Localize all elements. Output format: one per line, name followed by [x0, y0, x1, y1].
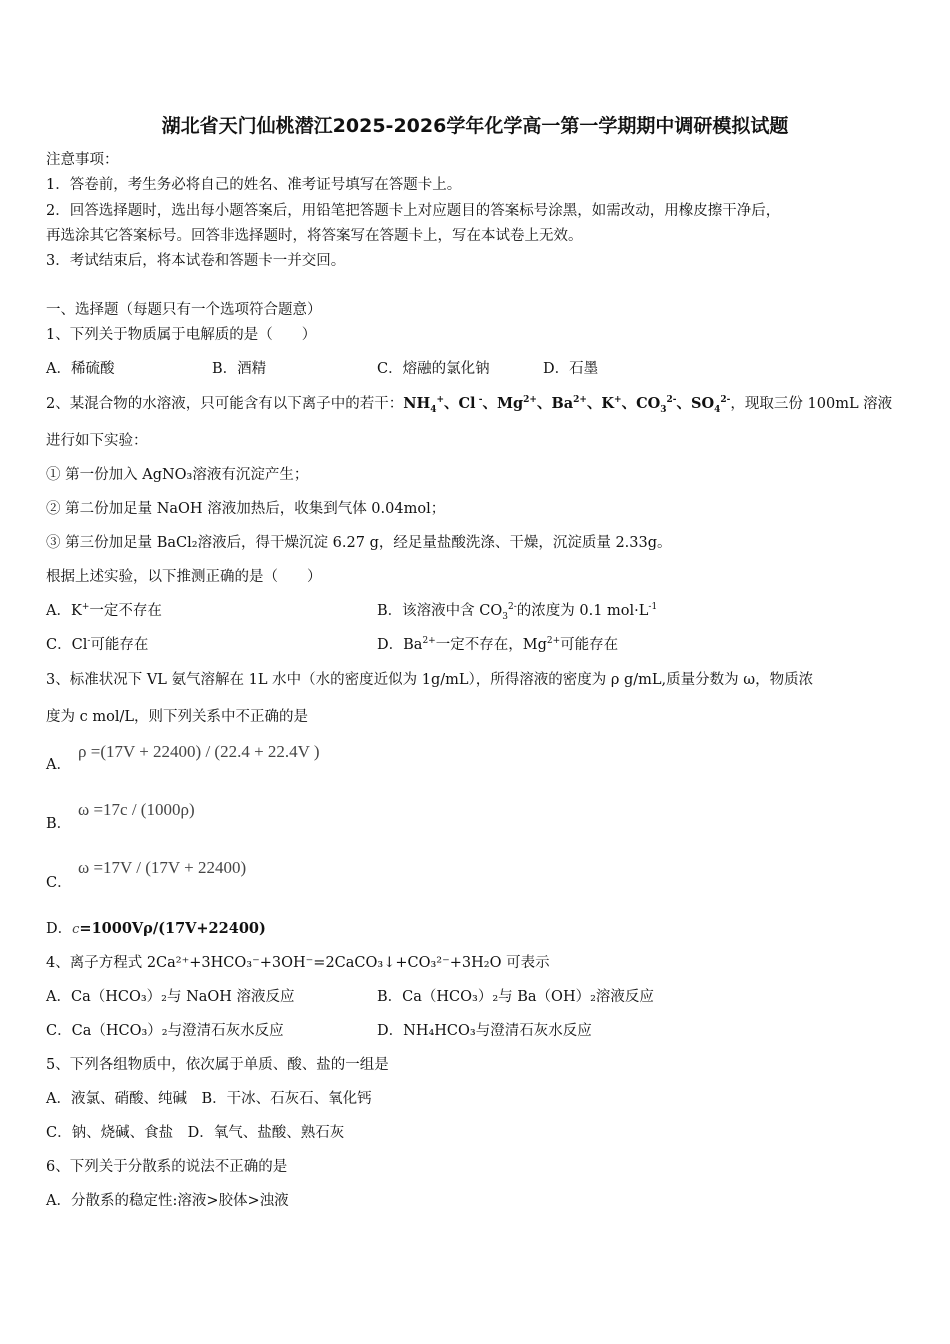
q6-option-a: A．分散系的稳定性:溶液>胶体>浊液: [46, 1193, 289, 1209]
q4-option-a: A．Ca（HCO₃）₂与 NaOH 溶液反应: [46, 989, 295, 1005]
section-heading: 一、选择题（每题只有一个选项符合题意）: [46, 302, 322, 318]
question-6-stem: 6、下列关于分散系的说法不正确的是: [46, 1159, 288, 1175]
q3-option-b: B．: [46, 816, 72, 832]
q1-option-a: A．稀硫酸: [46, 361, 115, 377]
notice-heading: 注意事项：: [46, 152, 119, 168]
q2-stem-continued: 进行如下实验：: [46, 433, 148, 449]
q4-option-c: C．Ca（HCO₃）₂与澄清石灰水反应: [46, 1023, 284, 1039]
question-5-stem: 5、下列各组物质中，依次属于单质、酸、盐的一组是: [46, 1057, 389, 1073]
q2-option-a: A．K+一定不存在: [46, 602, 162, 619]
q2-ask: 根据上述实验，以下推测正确的是（ ）: [46, 569, 322, 585]
q2-stem-prefix: 2、某混合物的水溶液，只可能含有以下离子中的若干：: [46, 396, 404, 412]
q4-option-d: D．NH₄HCO₃与澄清石灰水反应: [377, 1023, 592, 1039]
q2-stem-suffix: ，现取三份 100mL 溶液: [730, 396, 893, 412]
q3-formula-a: ρ =(17V + 22400) / (22.4 + 22.4V ): [78, 742, 320, 761]
q3-formula-b: ω =17c / (1000ρ): [78, 800, 195, 819]
q5-options-ab: A．液氯、硝酸、纯碱 B．干冰、石灰石、氧化钙: [46, 1091, 372, 1107]
q2-experiment-3: ③ 第三份加足量 BaCl₂溶液后，得干燥沉淀 6.27 g，经足量盐酸洗涤、干燥，沉淀质量 2.33g。: [46, 535, 672, 551]
q1-option-c: C．熔融的氯化钠: [377, 361, 490, 377]
q4-option-b: B．Ca（HCO₃）₂与 Ba（OH）₂溶液反应: [377, 989, 654, 1005]
q5-options-cd: C．钠、烧碱、食盐 D．氧气、盐酸、熟石灰: [46, 1125, 345, 1141]
q3-option-c: C．: [46, 875, 72, 891]
q3-formula-c: ω =17V / (17V + 22400): [78, 858, 247, 877]
q3-option-d: D．c=1000Vρ/(17V+22400): [46, 920, 266, 937]
q2-experiment-1: ① 第一份加入 AgNO₃溶液有沉淀产生；: [46, 467, 309, 483]
question-3-stem: 3、标准状况下 VL 氨气溶解在 1L 水中（水的密度近似为 1g/mL），所得溶液的密度为 ρ g/mL,质量分数为 ω，物质浓: [46, 672, 814, 688]
question-2-stem: [46, 394, 892, 414]
q2-option-b: B．该溶液中含 $CO_3^{2-}$的浓度为 0.1 $mol\cdot L^{-1}$: [377, 602, 658, 622]
question-1-stem: 1、下列关于物质属于电解质的是（ ）: [46, 327, 317, 343]
q3-stem-continued: 度为 c mol/L，则下列关系中不正确的是: [46, 709, 308, 725]
notice-item-1: 1．答卷前，考生务必将自己的姓名、准考证号填写在答题卡上。: [46, 177, 462, 193]
q2-option-c: C．Cl-可能存在: [46, 636, 149, 653]
q2-option-d: D．$Ba^{2+}$一定不存在，$Mg^{2+}$可能存在: [377, 636, 619, 653]
q1-option-d: D．石墨: [543, 361, 599, 377]
notice-item-2a: 2．回答选择题时，选出每小题答案后，用铅笔把答题卡上对应题目的答案标号涂黑，如需改动，用橡皮擦干净后，: [46, 203, 781, 219]
q1-option-b: B．酒精: [212, 361, 267, 377]
q2-experiment-2: ② 第二份加足量 NaOH 溶液加热后，收集到气体 0.04mol；: [46, 501, 446, 517]
page-title: 湖北省天门仙桃潜江2025-2026学年化学高一第一学期期中调研模拟试题: [161, 115, 789, 137]
question-4-stem: 4、离子方程式 2Ca²⁺+3HCO₃⁻+3OH⁻=2CaCO₃↓+CO₃²⁻+3H₂O 可表示: [46, 955, 550, 971]
q2-ion-list: $NH_4^+$、Cl -、$Mg^{2+}$、$Ba^{2+}$、K+、$CO_3^{2-}$、$SO_4^{2-}$: [403, 395, 731, 415]
notice-item-3: 3．考试结束后，将本试卷和答题卡一并交回。: [46, 253, 346, 269]
q3-option-a: A．: [46, 757, 71, 773]
notice-item-2b: 再选涂其它答案标号。回答非选择题时，将答案写在答题卡上，写在本试卷上无效。: [46, 228, 583, 244]
